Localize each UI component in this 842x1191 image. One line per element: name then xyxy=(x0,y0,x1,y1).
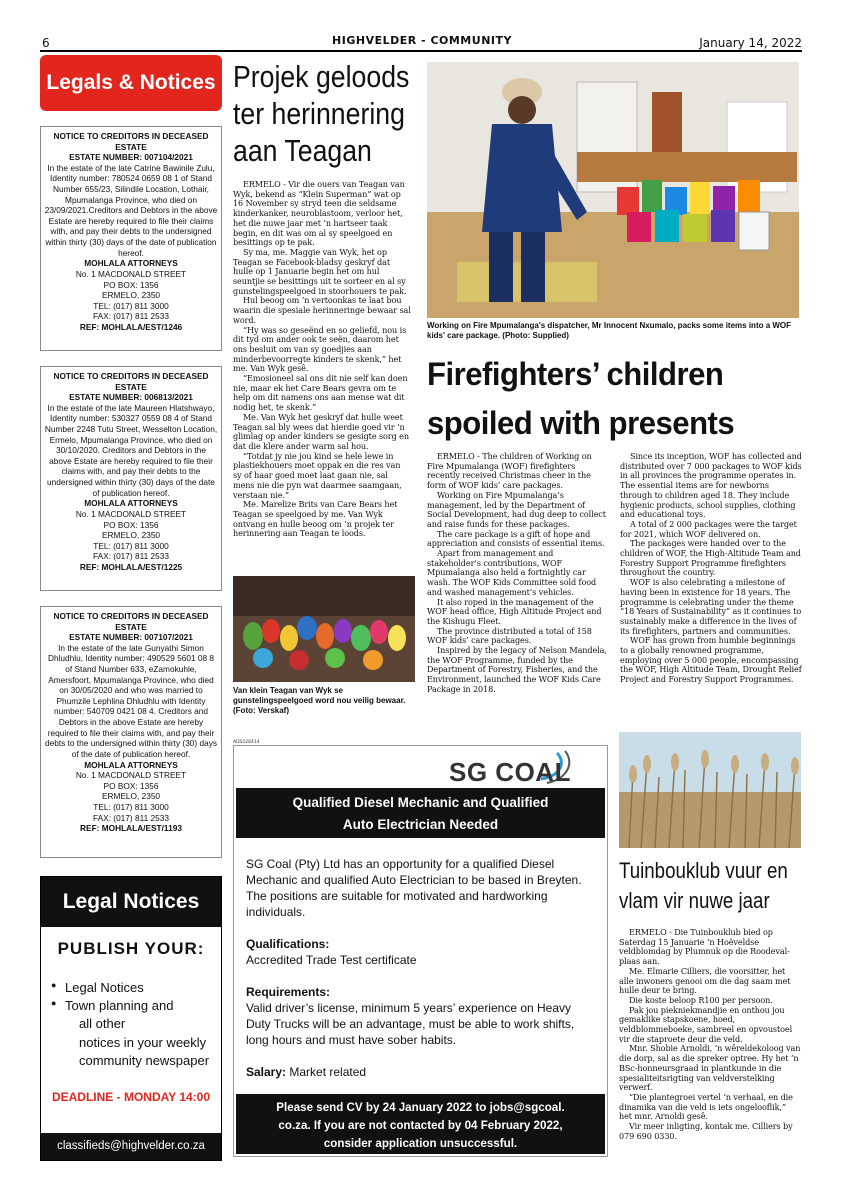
deadline-text: DEADLINE - MONDAY 14:00 xyxy=(51,1089,211,1104)
notice-address-line: TEL: (017) 811 3000 xyxy=(93,540,169,551)
list-item: notices in your weekly xyxy=(79,1034,207,1050)
creditor-notice xyxy=(40,366,222,591)
notice-body: In the estate of the late Catrine Bawinile Zulu, Identity number: 780524 0659 08 1 of Stand Number 655/23, Silindile Location, Lothair, Mpumalanga Province, who died on 23/09/2021.Creditors and Debtors in the above Estate are hereby required to file their claims with, and pay their debts to the undersigned within thirty (30) days of the date of publication hereof. xyxy=(44,162,218,258)
garden-headline: Tuinbouklub vuur en vlam vir nuwe jaar xyxy=(619,858,788,913)
projek-headline: Projek geloods ter herinnering aan Teagan xyxy=(233,59,410,168)
firefighter-caption: Working on Fire Mpumalanga's dispatcher, Mr Innocent Nxumalo, packs some items into a WOF kids' care package. (Photo: Supplied) xyxy=(427,321,792,340)
article-paragraph: ERMELO - Vir die ouers van Teagan van Wyk, bekend as “Klein Superman” wat op 16 November sy stryd teen die seldsame kinderkanker, neuroblastoom, verloor het, het die nuwe jaar met ’n hartseer taak begin, en dit was om al sy speelgoed en besittings op te pak. xyxy=(233,179,405,248)
notice-address-line: No. 1 MACDONALD STREET xyxy=(75,268,187,279)
footer-line: Please send CV by 24 January 2022 to jobs@sgcoal. xyxy=(276,1101,565,1114)
toys-photo xyxy=(233,576,415,682)
notice-address-line: No. 1 MACDONALD STREET xyxy=(75,770,187,781)
notice-address-line: ERMELO, 2350 xyxy=(101,290,161,301)
ad-intro: SG Coal (Pty) Ltd has an opportunity for a qualified Diesel Mechanic and qualified Auto Electrician to be based in Breyten. The positions are suitable for motivated and hardworking individuals. xyxy=(246,857,582,919)
notice-ref: REF: MOHLALA/EST/1225 xyxy=(79,561,183,572)
qualifications-label: Qualifications: xyxy=(246,937,330,951)
fire-headline-line: Firefighters’ children xyxy=(427,356,724,392)
notice-address-line: ERMELO, 2350 xyxy=(101,791,161,802)
article-paragraph: A total of 2 000 packages were the target for 2021, which WOF delivered on. xyxy=(620,518,797,539)
fire-article-column-1 xyxy=(427,452,609,695)
grass-image xyxy=(619,732,801,848)
legal-notices-ad xyxy=(40,876,222,1161)
notice-address-line: FAX: (017) 811 2533 xyxy=(93,812,169,823)
footer-line: co.za. If you are not contacted by 04 February 2022, xyxy=(278,1119,563,1132)
article-paragraph: Me. Van Wyk het geskryf dat hulle weet Teagan sal bly wees dat hierdie goed vir ’n glimlag op ander kinders se gesigte sorg en dat die klere ander warm sal hou. xyxy=(233,411,409,451)
article-paragraph: Inspired by the legacy of Nelson Mandela, the WOF Programme, funded by the Department of Forestry, Fisheries, and the Environment, launched the WOF Kids Care Package in 2018. xyxy=(427,645,607,694)
notice-address-line: PO BOX: 1356 xyxy=(103,780,159,791)
list-item: all other xyxy=(79,1016,126,1032)
article-paragraph: Die koste beloop R100 per persoon. xyxy=(629,994,773,1005)
notice-address-line: PO BOX: 1356 xyxy=(103,279,159,290)
legals-notices-banner: Legals & Notices xyxy=(40,55,222,111)
sg-coal-logo xyxy=(449,749,579,789)
notice-address-line: PO BOX: 1356 xyxy=(103,519,159,530)
ad-headline-line: Auto Electrician Needed xyxy=(342,817,499,832)
article-paragraph: Vir meer inligting, kontak me. Cilliers by 079 690 0330. xyxy=(619,1121,793,1141)
notice-ref: REF: MOHLALA/EST/1246 xyxy=(79,321,183,332)
notice-address-line: FAX: (017) 811 2533 xyxy=(93,311,169,322)
fire-headline-line: spoiled with presents xyxy=(427,405,735,441)
notice-estate-number: ESTATE NUMBER: 007104/2021 xyxy=(69,152,193,163)
article-paragraph: WOF has grown from humble beginnings to a globally renowned programme, employing over 5 000 people, encompassing the WOF, High Altitude Team, Drought Relief Project and Forestry Support Programmes. xyxy=(620,635,802,685)
toys-caption: Van klein Teagan van Wyk se gunstelingspeelgoed word nou veilig bewaar. (Foto: Verskaf) xyxy=(233,686,406,715)
article-paragraph: Working on Fire Mpumalanga’s management, led by the Department of Social Development, had dug deep to collect and raise funds for these packages. xyxy=(427,489,606,529)
notice-ref: REF: MOHLALA/EST/1193 xyxy=(80,823,182,834)
notice-estate-number: ESTATE NUMBER: 007107/2021 xyxy=(69,632,193,643)
notice-title: NOTICE TO CREDITORS IN DECEASED ESTATE xyxy=(53,131,209,152)
article-paragraph: The province distributed a total of 158 WOF kids’ care packages. xyxy=(427,625,592,646)
article-paragraph: ERMELO - Die Tuinbouklub bied op Saterdag 15 Januarie ’n Hoëveldse veldblomdag by Plumnuk op die Roodeval-plaas aan. xyxy=(619,927,790,967)
notice-firm: MOHLALA ATTORNEYS xyxy=(84,498,178,509)
publish-list xyxy=(51,979,221,1070)
article-paragraph: Mnr. Shobie Arnoldi, ’n wêreldekoloog van die dorp, sal as die spreker optree. Hy het ’n BSc-honneursgraad in plantkunde in die spesialiteitsrigting van veldverstelking verwerf. xyxy=(619,1043,801,1093)
projek-article-body xyxy=(233,180,411,539)
ad-application-footer xyxy=(236,1094,605,1154)
article-paragraph: Since its inception, WOF has collected and distributed over 7 000 packages to WOF kids in all provinces the programme operates in. The essential items are for newborns through to children aged 18. They include hygienic products, school supplies, clothing and educational toys. xyxy=(620,451,802,520)
list-item: ● Legal Notices xyxy=(51,979,221,997)
article-paragraph: “Die plantegroei vertel ’n verhaal, en die dinamika van die veld is iets ongelooflik,” het mnr. Arnoldi gesê. xyxy=(619,1091,793,1122)
section-header: HIGHVELDER - COMMUNITY xyxy=(332,34,512,47)
toys-image xyxy=(233,576,415,682)
garden-article-body xyxy=(619,928,801,1141)
notice-address-line: TEL: (017) 811 3000 xyxy=(93,300,169,311)
article-paragraph: It also roped in the management of the WOF head office, High Altitude Project and the Kishugu Fleet. xyxy=(427,596,602,626)
notice-address-line: ERMELO, 2350 xyxy=(101,530,161,541)
article-paragraph: “Hy was so geseënd en so geliefd, nou is dit tyd om ander ook te seën, daarom het ons besluit om van sy goedjies aan minderbevoorregte kinders te skenk,” het me. Van Wyk gesê. xyxy=(233,324,407,374)
notice-body: In the estate of the late Gunyathi Simon Dhludhlu, Identity number: 490529 5601 08 8 of Stand Number 633, eZamokuhle, Amersfoort, Mpumalanga Province, who died on 30/05/2020 and who was married to Phumzile Lephlina Dhludhlu with Identity number: 540709 0421 08 4. Creditors and Debtors in the above Estate are hereby required to file their claims with, and pay their debts to the undersigned within thirty (30) days of the date of publication hereof. xyxy=(44,642,218,759)
article-paragraph: Pak jou piekniekmandjie en onthou jou gemaklike stapskoene, hoed, veldblommeboeke, sambreel en opvoustoel vir die staproete deur die veld. xyxy=(619,1004,793,1044)
article-paragraph: Me. Elmarie Cilliers, die voorsitter, het alle inwoners genooi om die dag saam met hulle deur te bring. xyxy=(619,965,791,996)
article-paragraph: ERMELO - The children of Working on Fire Mpumalanga (WOF) firefighters recently received Christmas cheer in the form of WOF kids’ care packages. xyxy=(427,451,592,491)
creditor-notice xyxy=(40,126,222,351)
footer-line: consider application unsuccessful. xyxy=(323,1137,518,1150)
ad-code: ADS528414 xyxy=(233,740,260,745)
notice-firm: MOHLALA ATTORNEYS xyxy=(84,258,178,269)
creditor-notice xyxy=(40,606,222,858)
classifieds-email[interactable]: classifieds@highvelder.co.za xyxy=(41,1133,221,1160)
article-paragraph: Apart from management and stakeholder’s contributions, WOF Mpumalanga also held a fortnightly car wash. The WOF Kids Committee sold food and washed management’s vehicles. xyxy=(427,548,597,597)
grass-photo xyxy=(619,732,801,848)
list-item: ● Town planning and xyxy=(51,997,221,1015)
ad-headline xyxy=(236,788,605,838)
article-paragraph: The packages were handed over to the children of WOF, the High-Altitude Team and Forestry Support Programme firefighters throughout the country. xyxy=(620,538,801,578)
salary-line xyxy=(246,1064,595,1080)
salary-value: Market related xyxy=(289,1065,367,1079)
notice-address-line: No. 1 MACDONALD STREET xyxy=(75,508,187,519)
notice-address-line: FAX: (017) 811 2533 xyxy=(93,551,169,562)
notice-title: NOTICE TO CREDITORS IN DECEASED ESTATE xyxy=(53,611,209,632)
article-paragraph: Me. Marelize Brits van Care Bears het Teagan se speelgoed by me. Van Wyk ontvang en hulle beoog om ’n projek ter herinnering aan Teagan te loods. xyxy=(233,499,398,539)
article-paragraph: Sy ma, me. Maggie van Wyk, het op Teagan se Facebook-bladsy geskryf dat hulle op 1 Januarie begin het om hul seuntjie se besittings uit te sorteer en al sy gunstelingspeelgoed in stoorhouers te pak. xyxy=(233,246,407,296)
notice-body: In the estate of the late Maureen Hlatshwayo, Identity number: 530327 0559 08 4 of Stand Number 2248 Tutu Street, Wesselton Location, Ermelo, Mpumalanga Province, who died on 30/10/2020. Creditors and Debtors in the above Estate are hereby required to file their claims with, and pay their debts to the undersigned within thirty (30) days of the date of publication hereof. xyxy=(44,402,218,498)
requirements-text: Valid driver’s license, minimum 5 years’ experience on Heavy Duty Trucks will be an advantage, must be able to work shifts, long hours and must have sober habits. xyxy=(246,1001,575,1047)
qualifications-text: Accredited Trade Test certificate xyxy=(246,953,417,967)
page-number: 6 xyxy=(42,36,50,50)
ad-headline-line: Qualified Diesel Mechanic and Qualified xyxy=(292,795,549,810)
article-paragraph: “Emosioneel sal ons dit nie self kan doen nie, maar ek het Care Bears gevra om te help om dit namens ons aan mense wat dit nodig het, te skenk.” xyxy=(233,373,408,413)
logo-text: SG COAL xyxy=(449,757,571,787)
ad-body xyxy=(246,856,595,1080)
notice-address-line: TEL: (017) 811 3000 xyxy=(93,801,169,812)
salary-label: Salary: xyxy=(246,1065,287,1079)
notice-title: NOTICE TO CREDITORS IN DECEASED ESTATE xyxy=(53,371,209,392)
article-paragraph: “Totdat jy nie jou kind se hele lewe in plastiekhouers moet oppak en die res van sy of haar goed moet laat gaan nie, sal mens nie die pyn wat daarmee saamgaan, verstaan nie.” xyxy=(233,450,402,500)
header-rule xyxy=(40,50,802,52)
fire-headline xyxy=(427,350,796,448)
fire-article-column-2 xyxy=(620,452,802,685)
firefighter-image xyxy=(427,62,799,318)
issue-date: January 14, 2022 xyxy=(699,36,802,50)
article-paragraph: WOF is also celebrating a milestone of having been in existence for 18 years. The programme is celebrating under the theme “18 Years of Sustainability” as it continues to sustainably make a difference in the lives of its firefighters, partners and communities. xyxy=(620,577,802,636)
legal-notices-heading: Legal Notices xyxy=(41,877,221,927)
notice-estate-number: ESTATE NUMBER: 006813/2021 xyxy=(69,392,193,403)
sg-coal-job-ad xyxy=(233,745,608,1157)
firefighter-photo xyxy=(427,62,799,318)
notice-firm: MOHLALA ATTORNEYS xyxy=(84,759,178,770)
list-item: community newspaper xyxy=(79,1052,210,1068)
publish-your-label: PUBLISH YOUR: xyxy=(57,939,205,958)
article-paragraph: The care package is a gift of hope and appreciation and consists of essential items. xyxy=(427,528,605,549)
requirements-label: Requirements: xyxy=(246,985,331,999)
article-paragraph: Hul beoog om ’n vertoonkas te laat bou waarin die spesiale herinneringe bewaar sal word. xyxy=(233,295,411,325)
